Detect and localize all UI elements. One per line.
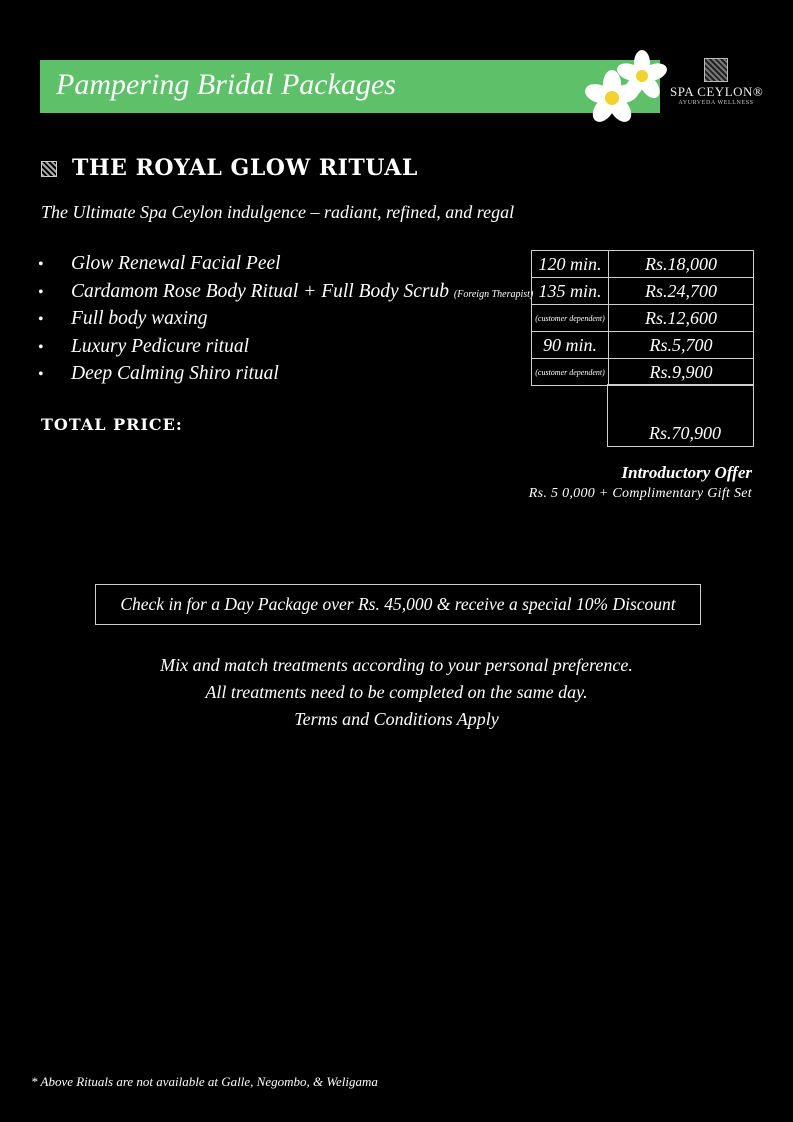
note-line: Terms and Conditions Apply: [294, 709, 499, 729]
treatment-name: Cardamom Rose Body Ritual + Full Body Scrub: [71, 280, 450, 302]
duration-cell: 135 min.: [532, 278, 609, 305]
price-cell: Rs.18,000: [609, 251, 754, 278]
package-title: THE ROYAL GLOW RITUAL: [72, 155, 418, 181]
table-row: [532, 332, 754, 359]
terms-notes: [0, 652, 793, 733]
total-value: Rs.70,900: [649, 423, 721, 443]
note-line: All treatments need to be completed on the same day.: [205, 682, 588, 702]
treatment-name: Luxury Pedicure ritual: [71, 335, 249, 357]
footnote: * Above Rituals are not available at Galle, Negombo, & Weligama: [31, 1074, 378, 1089]
table-row: [532, 278, 754, 305]
header-banner: [40, 60, 660, 113]
duration-cell: 90 min.: [532, 332, 609, 359]
price-cell: Rs.12,600: [609, 305, 754, 332]
treatment-note: (Foreign Therapist): [453, 288, 534, 300]
total-box: [607, 384, 754, 447]
logo-tagline: AYURVEDA WELLNESS: [678, 100, 754, 106]
treatment-list: [38, 250, 533, 388]
heading-ornament-icon: [41, 161, 57, 177]
price-table: [531, 250, 754, 386]
duration-note: (customer dependent): [535, 367, 605, 377]
total-label: TOTAL PRICE:: [41, 415, 183, 434]
bullet-icon: •: [38, 311, 44, 328]
duration-cell: 120 min.: [532, 251, 609, 278]
list-item: [38, 250, 533, 278]
price-cell: Rs.9,900: [609, 359, 754, 386]
bullet-icon: •: [38, 366, 44, 383]
duration-cell: [532, 305, 609, 332]
duration-note: (customer dependent): [535, 313, 605, 323]
package-subtitle: The Ultimate Spa Ceylon indulgence – radiant, refined, and regal: [41, 202, 515, 222]
table-row: [532, 305, 754, 332]
logo-mark-icon: [704, 58, 728, 82]
treatment-name: Full body waxing: [71, 308, 208, 329]
bullet-icon: •: [38, 256, 44, 273]
offer-detail: Rs. 5 0,000 + Complimentary Gift Set: [528, 486, 752, 501]
list-item: [38, 333, 533, 361]
page-title: Pampering Bridal Packages: [56, 68, 396, 101]
list-item: [38, 278, 533, 306]
duration-cell: [532, 359, 609, 386]
price-cell: Rs.5,700: [609, 332, 754, 359]
list-item: [38, 360, 533, 388]
note-line: Mix and match treatments according to your personal preference.: [160, 655, 633, 675]
treatment-name: Deep Calming Shiro ritual: [71, 363, 279, 384]
logo-name: SPA CEYLON®: [670, 84, 764, 99]
frangipani-flowers-icon: [580, 50, 680, 130]
spa-ceylon-logo: [670, 58, 762, 118]
table-row: [532, 359, 754, 386]
treatment-name: Glow Renewal Facial Peel: [71, 253, 281, 274]
table-row: [532, 251, 754, 278]
discount-box: Check in for a Day Package over Rs. 45,000 & receive a special 10% Discount: [95, 584, 701, 625]
bullet-icon: •: [38, 283, 44, 301]
list-item: [38, 305, 533, 333]
price-cell: Rs.24,700: [609, 278, 754, 305]
bullet-icon: •: [38, 338, 44, 356]
offer-title: Introductory Offer: [621, 463, 752, 482]
